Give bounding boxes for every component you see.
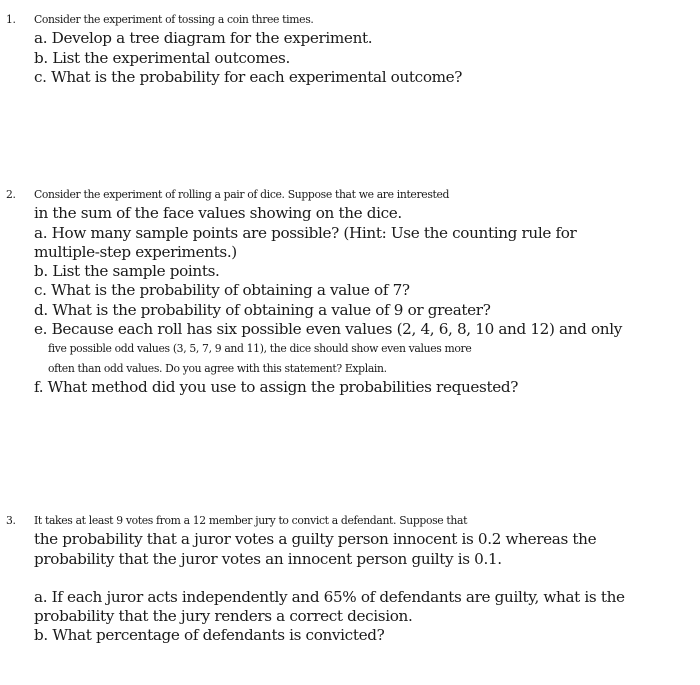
question-2-part-c: c. What is the probability of obtaining a value of 7? bbox=[34, 281, 410, 300]
question-3 bbox=[0, 511, 700, 646]
question-2-part-d: d. What is the probability of obtaining a value of 9 or greater? bbox=[34, 300, 491, 319]
question-2-stem-line-1 bbox=[0, 185, 700, 204]
question-1-stem-line bbox=[0, 10, 700, 29]
question-2-part-a-line-1: a. How many sample points are possible? (Hint: Use the counting rule for bbox=[34, 223, 577, 242]
question-number: 3. bbox=[6, 514, 16, 527]
question-2 bbox=[0, 185, 700, 397]
question-1-part-b: b. List the experimental outcomes. bbox=[34, 48, 290, 67]
question-number: 2. bbox=[6, 188, 16, 201]
question-2-part-e-line-3: often than odd values. Do you agree with this statement? Explain. bbox=[48, 361, 387, 375]
question-stem: It takes at least 9 votes from a 12 member jury to convict a defendant. Suppose that bbox=[34, 514, 468, 527]
question-2-part-b: b. List the sample points. bbox=[34, 262, 220, 281]
question-stem: Consider the experiment of rolling a pair of dice. Suppose that we are interested bbox=[34, 188, 450, 201]
question-2-part-e-line-1: e. Because each roll has six possible even values (2, 4, 6, 8, 10 and 12) and only bbox=[34, 320, 622, 339]
question-3-part-b: b. What percentage of defendants is convicted? bbox=[34, 626, 385, 645]
question-3-stem-line-2: the probability that a juror votes a guilty person innocent is 0.2 whereas the bbox=[34, 530, 597, 549]
question-1-part-a: a. Develop a tree diagram for the experiment. bbox=[34, 29, 373, 48]
question-2-stem-line-2: in the sum of the face values showing on the dice. bbox=[34, 204, 402, 223]
question-2-part-e-line-2: five possible odd values (3, 5, 7, 9 and 11), the dice should show even values more bbox=[48, 342, 472, 356]
question-3-part-a-line-2: probability that the jury renders a correct decision. bbox=[34, 607, 413, 626]
question-number: 1. bbox=[6, 13, 16, 26]
question-2-part-a-line-2: multiple-step experiments.) bbox=[34, 242, 237, 261]
spacer bbox=[0, 569, 700, 588]
question-1-part-c: c. What is the probability for each experimental outcome? bbox=[34, 67, 463, 86]
question-1 bbox=[0, 10, 700, 87]
question-2-part-f: f. What method did you use to assign the probabilities requested? bbox=[34, 377, 519, 396]
question-3-stem-line-3: probability that the juror votes an innocent person guilty is 0.1. bbox=[34, 549, 502, 568]
question-3-part-a-line-1: a. If each juror acts independently and 65% of defendants are guilty, what is the bbox=[34, 587, 625, 606]
question-3-stem-line-1 bbox=[0, 511, 700, 530]
question-stem: Consider the experiment of tossing a coin three times. bbox=[34, 13, 314, 26]
